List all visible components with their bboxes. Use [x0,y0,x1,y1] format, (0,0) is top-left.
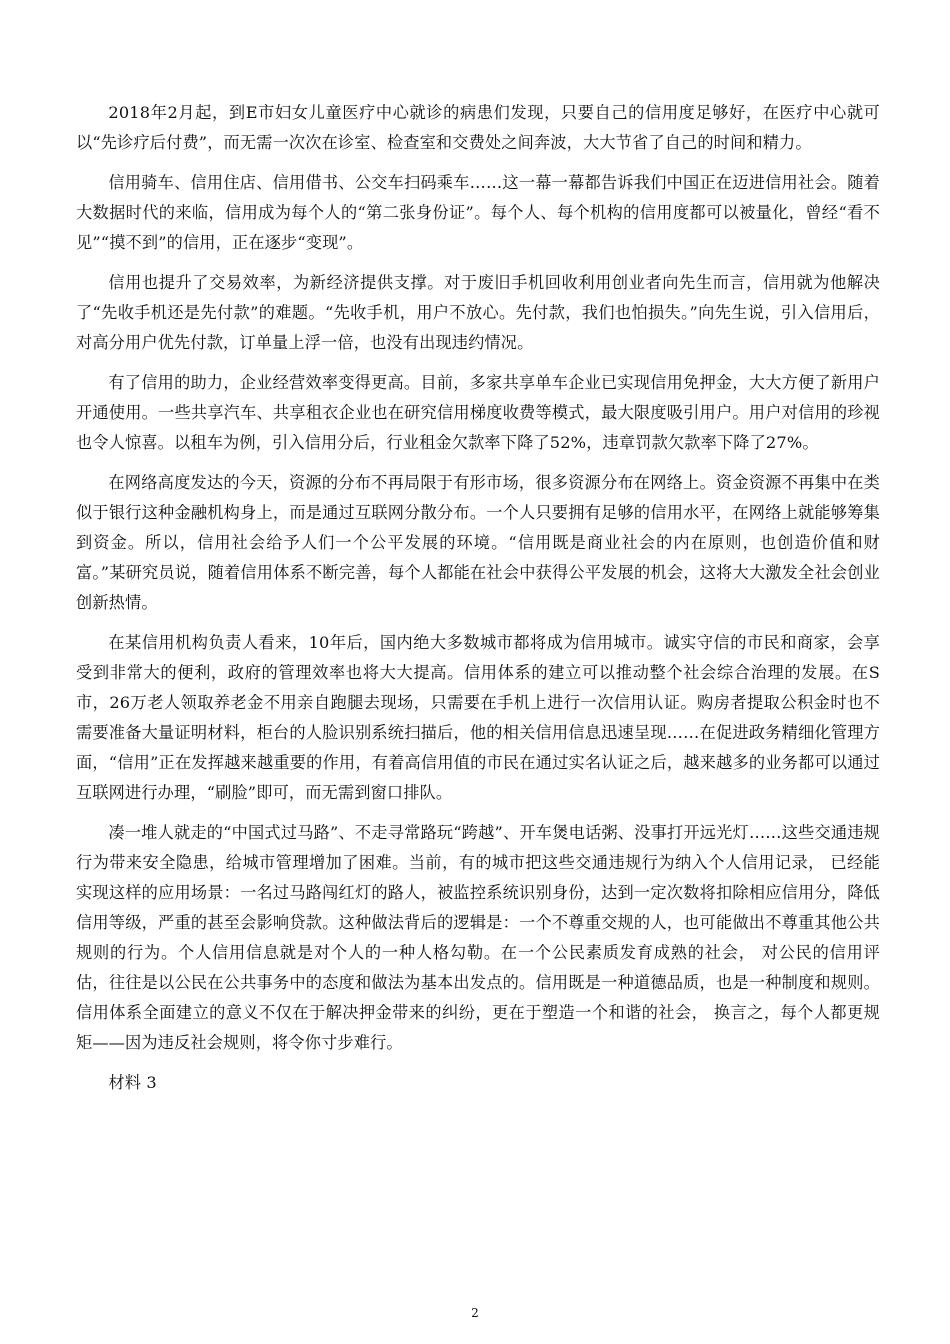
paragraph-4: 有了信用的助力，企业经营效率变得更高。目前，多家共享单车企业已实现信用免押金，大大方便了新用户开通使用。一些共享汽车、共享租衣企业也在研究信用梯度收费等模式，最大限度吸引用户。用户对信用的珍视也令人惊喜。以租车为例，引入信用分后，行业租金欠款率下降了52%，违章罚款欠款率下降了27%。 [76,373,880,452]
paragraph-5: 在网络高度发达的今天，资源的分布不再局限于有形市场，很多资源分布在网络上。资金资源不再集中在类似于银行这种金融机构身上，而是通过互联网分散分布。一个人只要拥有足够的信用水平，在网络上就能够筹集到资金。所以，信用社会给予人们一个公平发展的环境。“信用既是商业社会的内在原则，也创造价值和财富。”某研究员说，随着信用体系不断完善，每个人都能在社会中获得公平发展的机会，这将大大激发全社会创业创新热情。 [76,473,880,612]
paragraph-3: 信用也提升了交易效率，为新经济提供支撑。对于废旧手机回收利用创业者向先生而言，信用就为他解决了“先收手机还是先付款”的难题。“先收手机，用户不放心。先付款，我们也怕损失。”向先生说，引入信用后，对高分用户优先付款，订单量上浮一倍，也没有出现违约情况。 [76,273,880,352]
paragraph-1: 2018年2月起，到E市妇女儿童医疗中心就诊的病患们发现，只要自己的信用度足够好，在医疗中心就可以“先诊疗后付费”，而无需一次次在诊室、检查室和交费处之间奔波，大大节省了自己的时间和精力。 [76,103,880,152]
paragraph-6: 在某信用机构负责人看来，10年后，国内绝大多数城市都将成为信用城市。诚实守信的市民和商家，会享受到非常大的便利，政府的管理效率也将大大提高。信用体系的建立可以推动整个社会综合治理的发展。在S市，26万老人领取养老金不用亲自跑腿去现场，只需要在手机上进行一次信用认证。购房者提取公积金时也不需要准备大量证明材料，柜台的人脸识别系统扫描后，他的相关信用信息迅速呈现……在促进政务精细化管理方面，“信用”正在发挥越来越重要的作用，有着高信用值的市民在通过实名认证之后，越来越多的业务都可以通过互联网进行办理，“刷脸”即可，而无需到窗口排队。 [76,633,880,802]
page-number: 2 [471,1306,479,1320]
paragraph-2: 信用骑车、信用住店、信用借书、公交车扫码乘车……这一幕一幕都告诉我们中国正在迈进信用社会。随着大数据时代的来临，信用成为每个人的“第二张身份证”。每个人、每个机构的信用度都可以被量化，曾经“看不见”“摸不到”的信用，正在逐步“变现”。 [76,173,880,252]
section-label: 材料 3 [108,1073,157,1092]
document-body [76,98,880,1108]
paragraph-7: 凑一堆人就走的“中国式过马路”、不走寻常路玩“跨越”、开车煲电话粥、没事打开远光灯……这些交通违规行为带来安全隐患，给城市管理增加了困难。当前，有的城市把这些交通违规行为纳入个人信用记录， 已经能实现这样的应用场景：一名过马路闯红灯的路人，被监控系统识别身份，达到一定次数将扣除相应信用分，降低信用等级，严重的甚至会影响贷款。这种做法背后的逻辑是：一个不尊重交规的人，也可能做出不尊重其他公共规则的行为。个人信用信息就是对个人的一种人格勾勒。在一个公民素质发育成熟的社会， 对公民的信用评估，往往是以公民在公共事务中的态度和做法为基本出发点的。信用既是一种道德品质，也是一种制度和规则。信用体系全面建立的意义不仅在于解决押金带来的纠纷，更在于塑造一个和谐的社会， 换言之，每个人都更规矩——因为违反社会规则，将令你寸步难行。 [76,823,880,1052]
